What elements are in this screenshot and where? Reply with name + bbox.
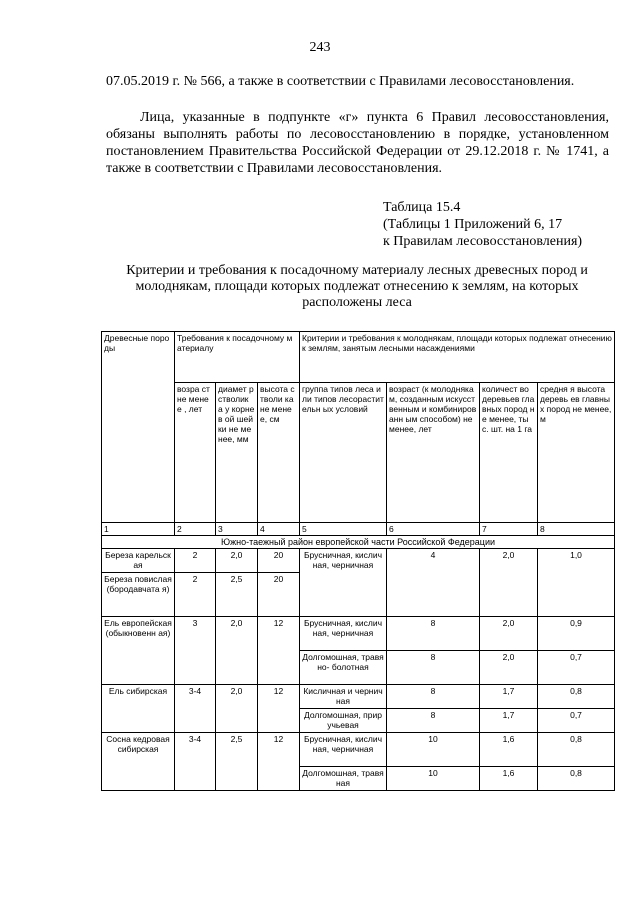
young-age-cell: 8 [387,685,480,709]
region-row [102,536,615,549]
col-number: 5 [300,523,387,536]
caption-line-1: Таблица 15.4 [383,200,461,215]
forest-type-cell: Брусничная, кисличная, черничная [300,733,387,767]
age-cell: 2 [175,549,216,573]
table-row [102,617,615,651]
young-age-cell: 8 [387,709,480,733]
table-row [102,549,615,573]
count-cell: 2,0 [480,651,538,685]
header-count: количест во деревьев главных пород не менее, тыс. шт. на 1 га [480,383,538,523]
page-number: 243 [309,40,331,55]
height-cell: 20 [258,573,300,617]
count-cell: 1,7 [480,709,538,733]
avg-height-cell: 0,7 [538,709,615,733]
table-heading: Критерии и требования к посадочному материалу лесных древесных пород и молоднякам, площади которых подлежат отнесению к землям, на которых расположены леса [126,263,588,310]
young-age-cell: 8 [387,617,480,651]
table-row [102,685,615,709]
age-cell: 3-4 [175,685,216,733]
paragraph-2: Лица, указанные в подпункте «г» пункта 6 Правил лесовосстановления, обязаны выполнять работы по лесовосстановлению в порядке, установленном постановлением Правительства Российской Федерации от 29.12.2018 г. № 1741, а также в соответствии с Правилами лесовосстановления. [106,110,609,176]
forest-type-cell: Брусничная, кисличная, черничная [300,549,387,617]
diameter-cell: 2,5 [216,573,258,617]
column-number-row [102,523,615,536]
height-cell: 12 [258,617,300,685]
header-row-1 [102,332,615,383]
header-diameter: диамет р стволик а у корнев ой шейки не менее, мм [216,383,258,523]
header-height: высота стволи ка не менее, см [258,383,300,523]
caption-line-2: (Таблицы 1 Приложений 6, 17 [383,217,563,232]
col-number: 6 [387,523,480,536]
avg-height-cell: 0,9 [538,617,615,651]
forest-type-cell: Кисличная и черничная [300,685,387,709]
age-cell: 3 [175,617,216,685]
young-age-cell: 10 [387,767,480,791]
header-young-age: возраст (к молоднякам, созданным искусственным и комбинированн ым способом) не менее, лет [387,383,480,523]
count-cell: 1,6 [480,733,538,767]
avg-height-cell: 0,7 [538,651,615,685]
criteria-table [101,331,615,791]
count-cell: 2,0 [480,549,538,617]
species-cell: Береза карельская [102,549,175,573]
height-cell: 20 [258,549,300,573]
table-caption [383,199,613,250]
forest-type-cell: Долгомошная, приручьевая [300,709,387,733]
diameter-cell: 2,0 [216,685,258,733]
col-number: 8 [538,523,615,536]
young-age-cell: 10 [387,733,480,767]
count-cell: 1,7 [480,685,538,709]
species-cell: Ель европейская (обыкновенн ая) [102,617,175,685]
caption-line-3: к Правилам лесовосстановления) [383,234,583,249]
region-title: Южно-таежный район европейской части Российской Федерации [102,536,615,549]
forest-type-cell: Долгомошная, травяно- болотная [300,651,387,685]
header-planting: Требования к посадочному материалу [175,332,300,383]
age-cell: 3-4 [175,733,216,791]
col-number: 2 [175,523,216,536]
forest-type-cell: Брусничная, кисличная, черничная [300,617,387,651]
count-cell: 1,6 [480,767,538,791]
forest-type-cell: Долгомошная, травяная [300,767,387,791]
paragraph-1: 07.05.2019 г. № 566, а также в соответствии с Правилами лесовосстановления. [106,74,575,89]
col-number: 1 [102,523,175,536]
diameter-cell: 2,0 [216,549,258,573]
header-avg-height: средня я высота деревь ев главны х пород не менее, м [538,383,615,523]
avg-height-cell: 1,0 [538,549,615,617]
age-cell: 2 [175,573,216,617]
table-row [102,733,615,767]
count-cell: 2,0 [480,617,538,651]
species-cell: Береза повислая (бородавчата я) [102,573,175,617]
header-row-2 [102,383,615,523]
young-age-cell: 4 [387,549,480,617]
species-cell: Сосна кедровая сибирская [102,733,175,791]
header-young: Критерии и требования к молоднякам, площади которых подлежат отнесению к землям, занятым лесными насаждениями [300,332,615,383]
avg-height-cell: 0,8 [538,685,615,709]
col-number: 4 [258,523,300,536]
diameter-cell: 2,0 [216,617,258,685]
species-cell: Ель сибирская [102,685,175,733]
young-age-cell: 8 [387,651,480,685]
height-cell: 12 [258,685,300,733]
col-number: 3 [216,523,258,536]
header-age: возра ст не менее , лет [175,383,216,523]
header-species: Древесные породы [102,332,175,523]
height-cell: 12 [258,733,300,791]
avg-height-cell: 0,8 [538,767,615,791]
col-number: 7 [480,523,538,536]
avg-height-cell: 0,8 [538,733,615,767]
diameter-cell: 2,5 [216,733,258,791]
header-forest-type: группа типов леса или типов лесорастительн ых условий [300,383,387,523]
